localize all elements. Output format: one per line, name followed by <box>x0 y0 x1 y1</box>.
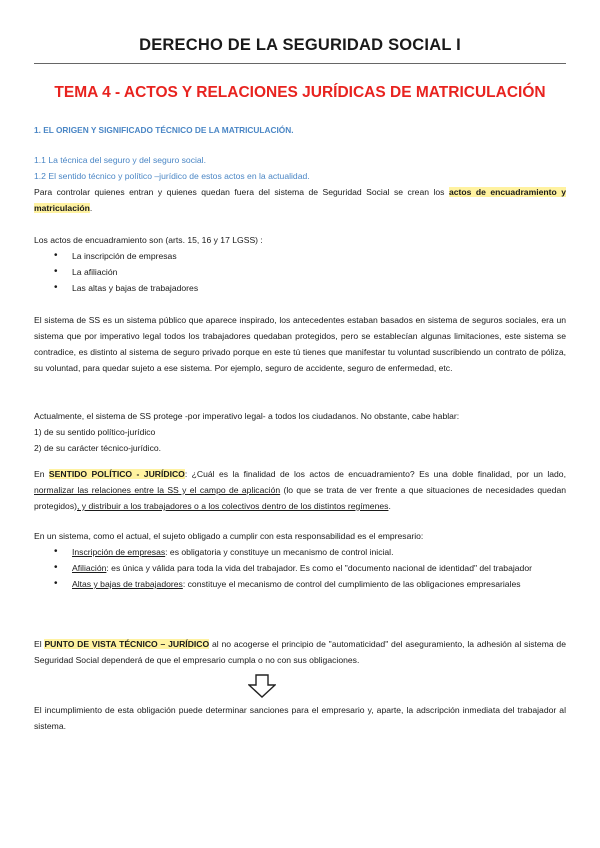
list-item: • La afiliación <box>52 264 564 280</box>
list-item-text: : constituye el mecanismo de control del cumplimiento de las obligaciones empresariales <box>182 579 521 589</box>
paragraph-incumplimiento: El incumplimiento de esta obligación puede determinar sanciones para el empresario y, aparte, la adscripción inmediata del trabajador al sistema. <box>34 705 566 731</box>
list-item <box>52 560 564 576</box>
obligaciones-list <box>52 544 564 592</box>
paragraph-text: Para controlar quienes entran y quienes quedan fuera del sistema de Seguridad Social se crean los <box>34 187 449 197</box>
paragraph-sujeto-obligado: En un sistema, como el actual, el sujeto obligado a cumplir con esta responsabilidad es el empresario: <box>34 531 424 541</box>
header-divider <box>34 63 566 64</box>
section-heading: 1. EL ORIGEN Y SIGNIFICADO TÉCNICO DE LA MATRICULACIÓN. <box>34 125 294 135</box>
highlight-sentido-politico: SENTIDO POLÍTICO - JURÍDICO <box>48 469 185 479</box>
list-item-term: Inscripción de empresas <box>72 547 166 557</box>
paragraph-control <box>34 184 566 216</box>
paragraph-punto-vista <box>34 636 566 668</box>
list-item <box>52 576 564 592</box>
document-header-title: DERECHO DE LA SEGURIDAD SOCIAL I <box>139 36 461 54</box>
paragraph-sistema-ss: El sistema de SS es un sistema público que aparece inspirado, los antecedentes estaban basados en sistema de seguros sociales, era un sistema que por imperativo legal todos los trabajadores quedaban protegidos, pero se establecían algunas limitaciones, este sistema se contradice, es distinto al sistema de seguro privado porque en este tú tienes que manifestar tu voluntad suscribiendo un contrato de póliza, su voluntad, para quedar sujeto a ese sistema. Por ejemplo, seguro de accidente, seguro de enfermedad, etc. <box>34 315 566 373</box>
list-item <box>52 544 564 560</box>
paragraph-text: (lo que se trata de ver frente a que situaciones de necesidades quedan protegidos) <box>34 485 567 511</box>
list-item: • Las altas y bajas de trabajadores <box>52 280 564 296</box>
paragraph-line: 2) de su carácter técnico-jurídico. <box>34 443 162 453</box>
paragraph-text: El <box>34 639 45 649</box>
paragraph-line: 1) de su sentido político-jurídico <box>34 427 156 437</box>
list-item-text: : es única y válida para toda la vida del trabajador. Es como el "documento nacional de identidad" del trabajador <box>106 563 532 573</box>
paragraph-line: Actualmente, el sistema de SS protege -por imperativo legal- a todos los ciudadanos. No obstante, cabe hablar: <box>34 411 460 421</box>
encuadramiento-intro: Los actos de encuadramiento son (arts. 15, 16 y 17 LGSS) : <box>34 235 263 245</box>
paragraph-text: En <box>34 469 49 479</box>
list-item-text: : es obligatoria y constituye un mecanismo de control inicial. <box>165 547 394 557</box>
highlight-encuadramiento: actos de encuadramiento y matriculación <box>34 187 566 213</box>
punctuation: . <box>89 203 93 213</box>
underlined-text: normalizar las relaciones entre la SS y el campo de aplicación <box>34 485 281 495</box>
encuadramiento-list <box>52 248 564 296</box>
highlight-punto-vista: PUNTO DE VISTA TÉCNICO – JURÍDICO <box>44 639 210 649</box>
paragraph-actualmente <box>34 408 566 456</box>
down-arrow-icon <box>248 674 276 698</box>
list-item: • La inscripción de empresas <box>52 248 564 264</box>
paragraph-text: : ¿Cuál es la finalidad de los actos de encuadramiento? Es una doble finalidad, por un lado, <box>184 469 566 479</box>
subsection-1-1: 1.1 La técnica del seguro y del seguro social. <box>34 155 206 165</box>
underlined-text: , y distribuir a los trabajadores o a los colectivos dentro de los distintos regímenes <box>77 501 389 511</box>
list-item-term: Altas y bajas de trabajadores <box>72 579 183 589</box>
topic-title: TEMA 4 - ACTOS Y RELACIONES JURÍDICAS DE MATRICULACIÓN <box>54 84 546 101</box>
paragraph-text: al no acogerse el principio de "automaticidad" del aseguramiento, la adhesión al sistema de Seguridad Social dependerá de que el empresario cumpla o no con sus obligaciones. <box>34 639 566 665</box>
paragraph-sentido-politico <box>34 466 566 514</box>
punctuation: . <box>388 501 391 511</box>
subsection-1-2: 1.2 El sentido técnico y político –jurídico de estos actos en la actualidad. <box>34 171 310 181</box>
list-item-term: Afiliación <box>72 563 107 573</box>
